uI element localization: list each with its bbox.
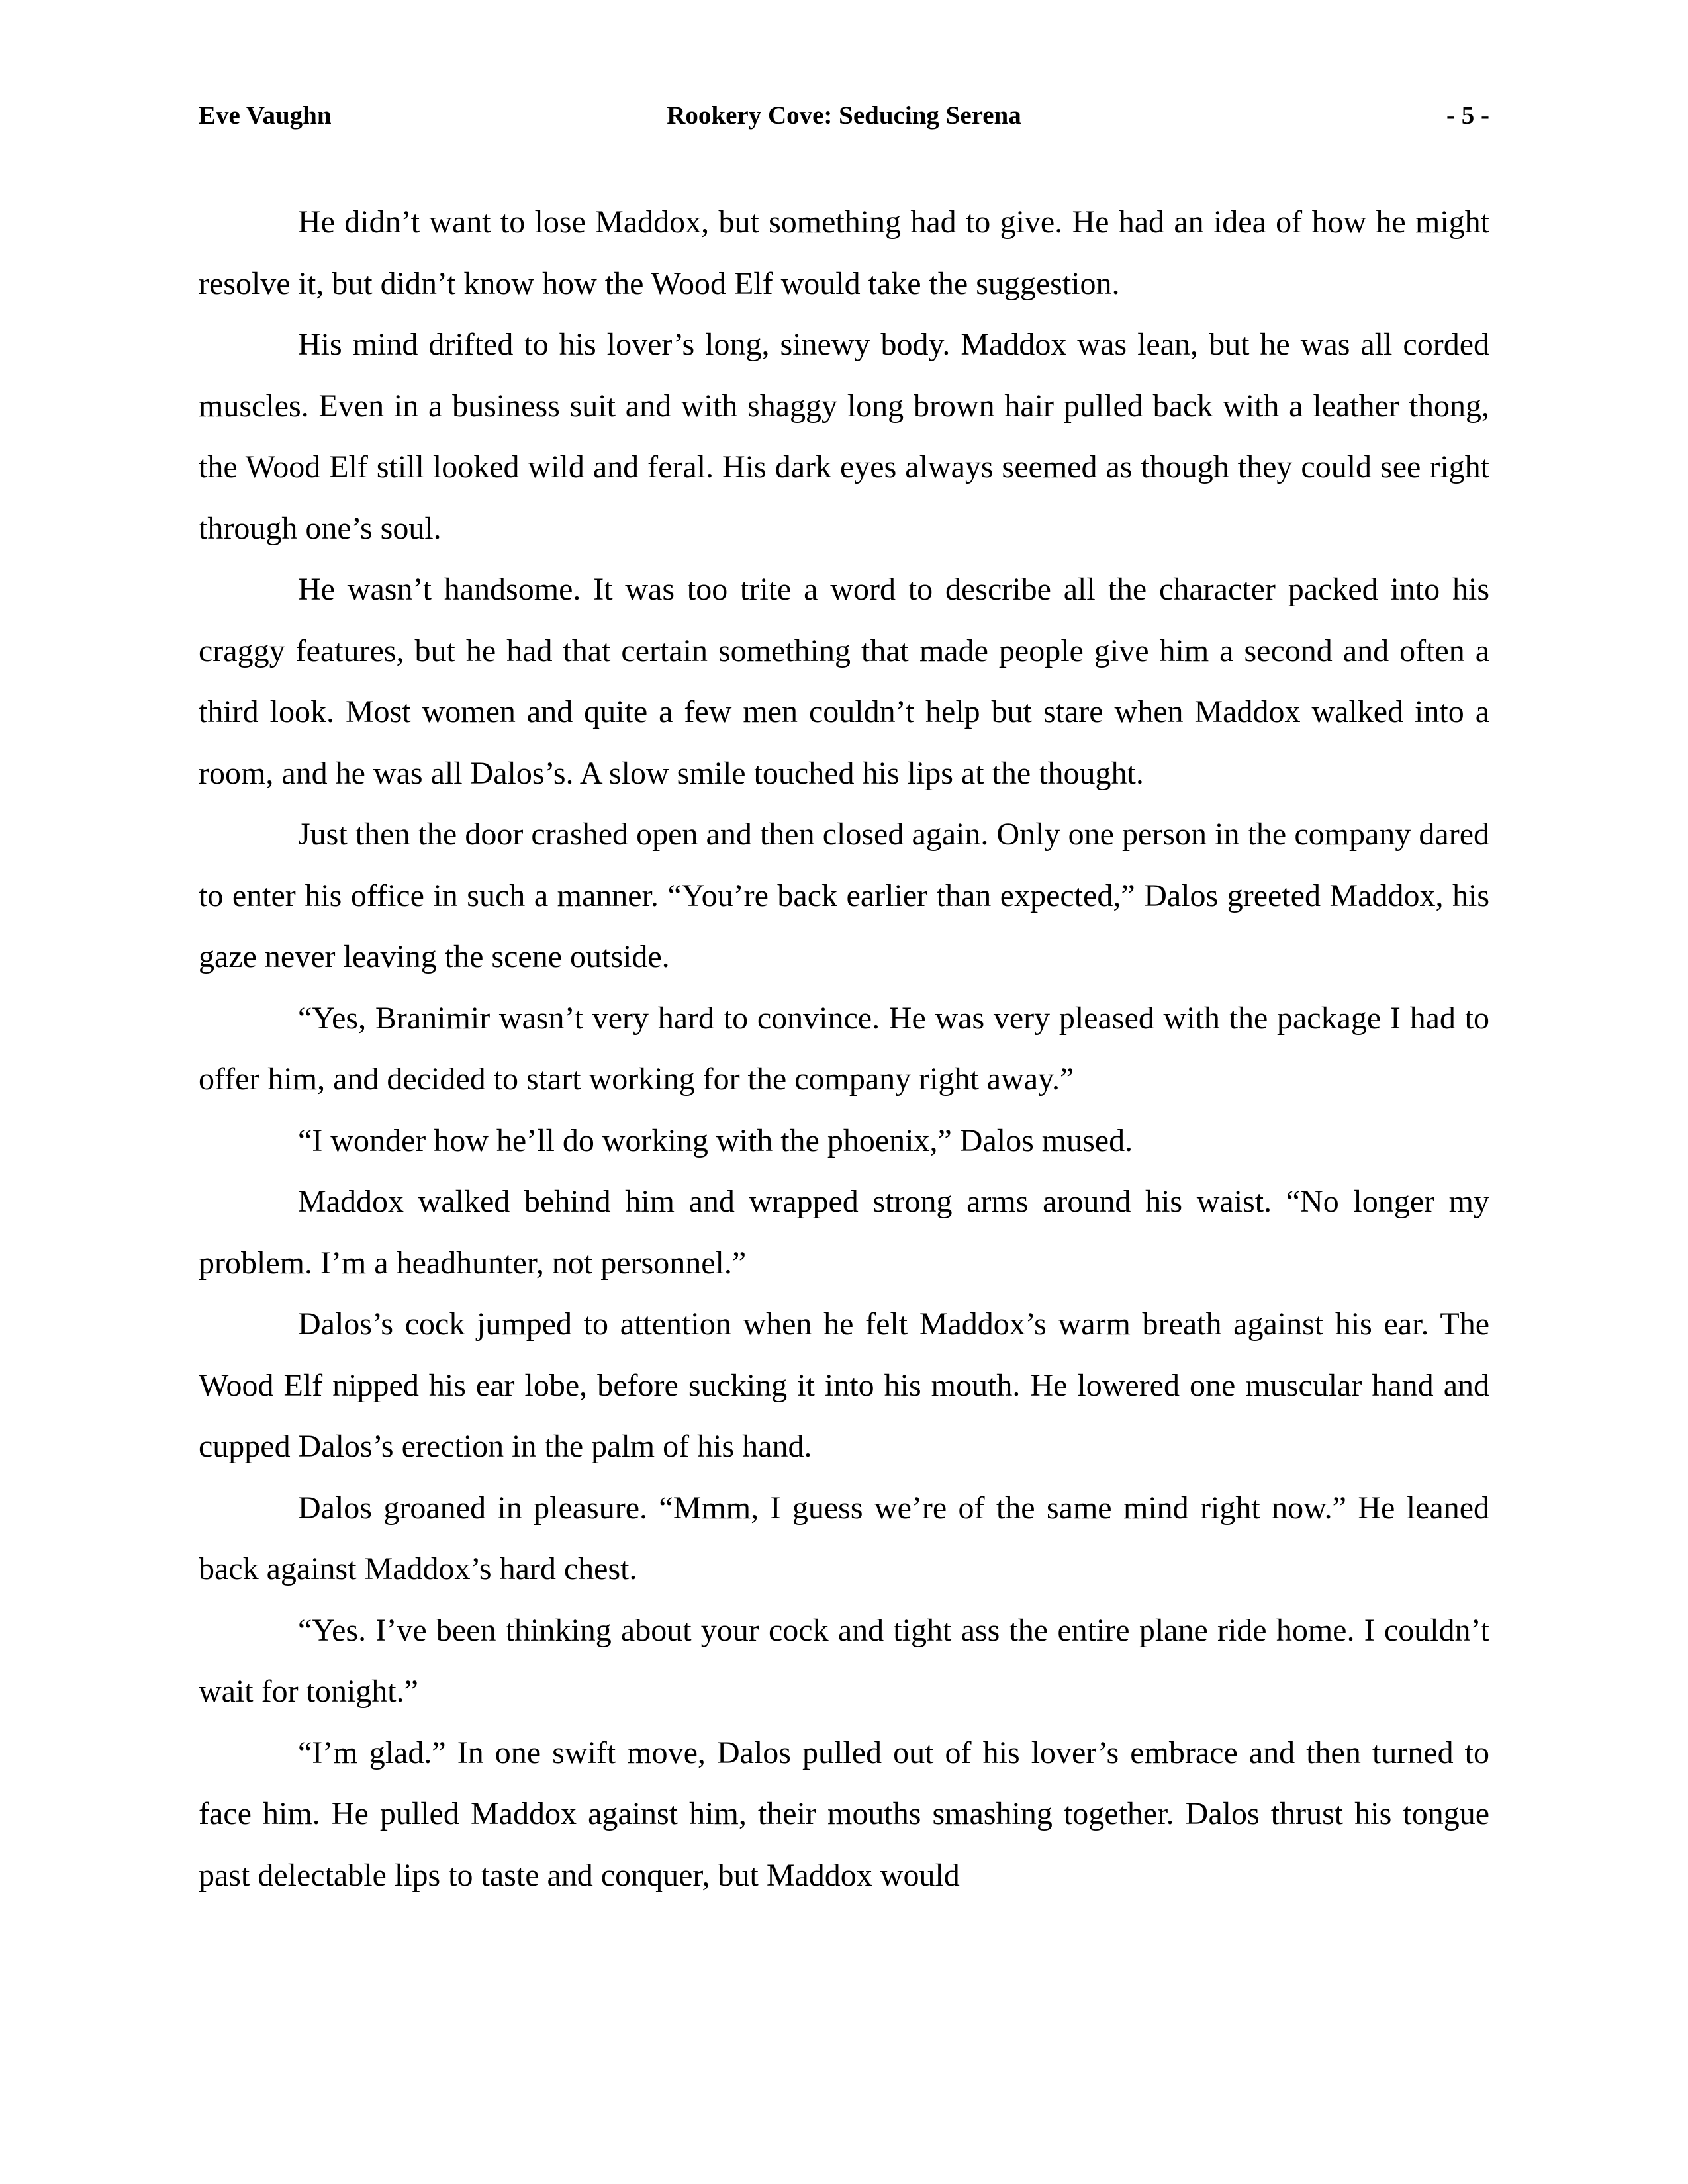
paragraph: Maddox walked behind him and wrapped strong arms around his waist. “No longer my problem. I’m a headhunter, not personnel.”: [199, 1184, 1489, 1281]
paragraph: “Yes. I’ve been thinking about your cock and tight ass the entire plane ride home. I couldn’t wait for tonight.”: [199, 1612, 1489, 1709]
running-header: [199, 99, 1489, 139]
paragraph: He didn’t want to lose Maddox, but something had to give. He had an idea of how he might resolve it, but didn’t know how the Wood Elf would take the suggestion.: [199, 205, 1489, 301]
page-number: - 5 -: [1446, 101, 1489, 130]
paragraph: Dalos’s cock jumped to attention when he felt Maddox’s warm breath against his ear. The Wood Elf nipped his ear lobe, before sucking it into his mouth. He lowered one muscular hand and cupped Dalos’s erection in the palm of his hand.: [199, 1306, 1489, 1464]
body-text: [199, 192, 1489, 1906]
paragraph: “I’m glad.” In one swift move, Dalos pulled out of his lover’s embrace and then turned to face him. He pulled Maddox against him, their mouths smashing together. Dalos thrust his tongue past delectable lips to taste and conquer, but Maddox would: [199, 1735, 1489, 1893]
author-name: Eve Vaughn: [199, 101, 332, 130]
paragraph: He wasn’t handsome. It was too trite a word to describe all the character packed into his craggy features, but he had that certain something that made people give him a second and often a third look. Most women and quite a few men couldn’t help but stare when Maddox walked into a room, and he was all Dalos’s. A slow smile touched his lips at the thought.: [199, 572, 1489, 791]
paragraph: “Yes, Branimir wasn’t very hard to convince. He was very pleased with the package I had to offer him, and decided to start working for the company right away.”: [199, 1000, 1489, 1097]
paragraph: Just then the door crashed open and then closed again. Only one person in the company dared to enter his office in such a manner. “You’re back earlier than expected,” Dalos greeted Maddox, his gaze never leaving the scene outside.: [199, 817, 1489, 974]
paragraph: “I wonder how he’ll do working with the phoenix,” Dalos mused.: [298, 1122, 1133, 1158]
paragraph: Dalos groaned in pleasure. “Mmm, I guess we’re of the same mind right now.” He leaned back against Maddox’s hard chest.: [199, 1490, 1489, 1586]
paragraph: His mind drifted to his lover’s long, sinewy body. Maddox was lean, but he was all corded muscles. Even in a business suit and with shaggy long brown hair pulled back with a leather thong, the Wood Elf still looked wild and feral. His dark eyes always seemed as though they could see right through one’s soul.: [199, 327, 1489, 546]
book-title: Rookery Cove: Seducing Serena: [667, 101, 1021, 130]
